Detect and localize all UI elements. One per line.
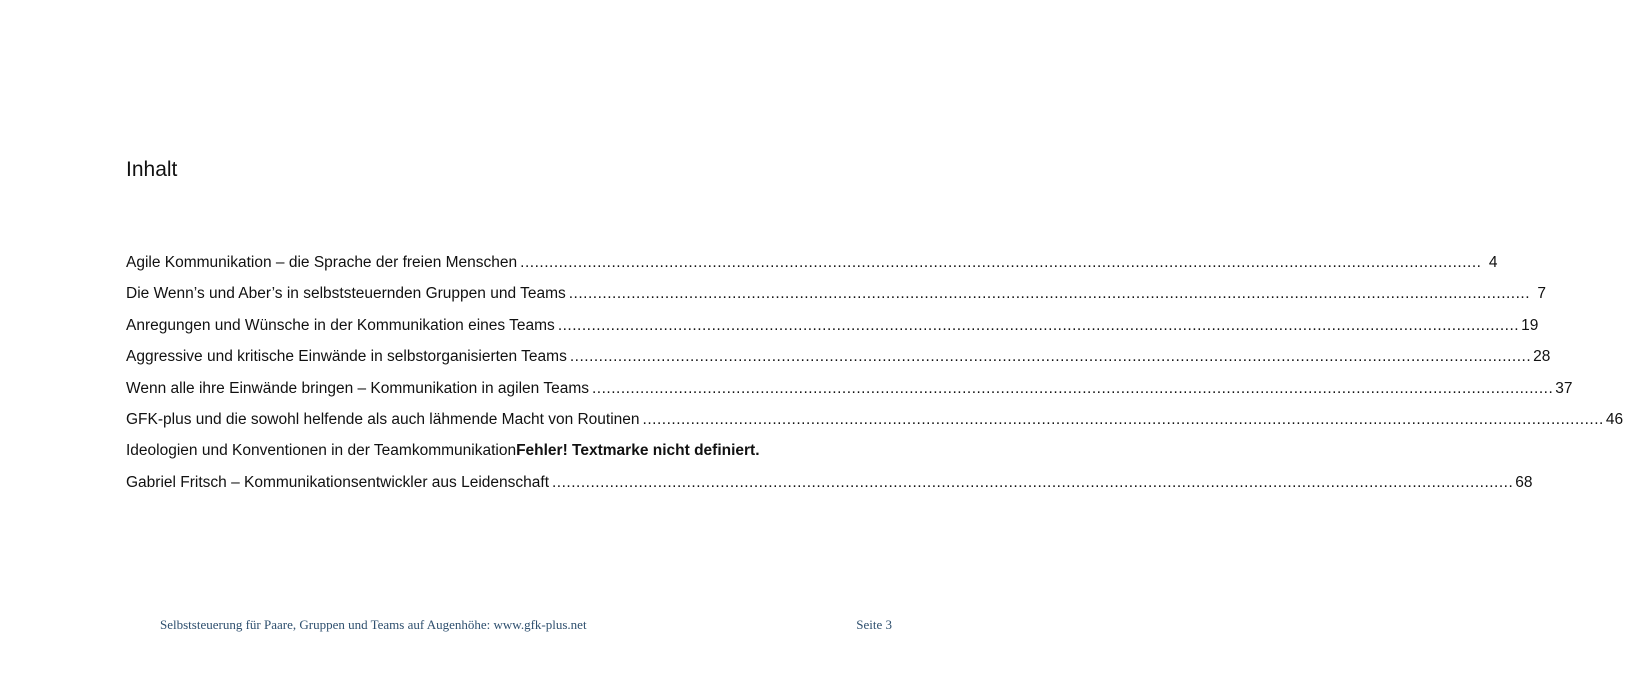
toc-entry[interactable] <box>126 316 1539 348</box>
toc-dot-leader: ........................................................................................................................................................................................................ <box>591 379 1554 397</box>
toc-dot-leader: ........................................................................................................................................................................................................ <box>642 410 1604 428</box>
toc-entry-title: Ideologien und Konventionen in der Teamkommunikation <box>126 442 517 460</box>
toc-entry[interactable] <box>126 379 1573 411</box>
toc-entry-page: 28 <box>1533 348 1551 366</box>
toc-entry-title: Gabriel Fritsch – Kommunikationsentwickler aus Leidenschaft <box>126 473 549 491</box>
toc-entry-page: 37 <box>1555 379 1573 397</box>
toc-entry-error: Fehler! Textmarke nicht definiert. <box>516 442 760 460</box>
toc-dot-leader: ........................................................................................................................................................................................................ <box>569 348 1532 366</box>
toc-entry-title: GFK-plus und die sowohl helfende als auch lähmende Macht von Routinen <box>126 410 640 428</box>
toc-dot-leader: ........................................................................................................................................................................................................ <box>520 254 1482 271</box>
toc-entry-title: Anregungen und Wünsche in der Kommunikation eines Teams <box>126 316 555 334</box>
toc-entry[interactable] <box>126 254 1498 285</box>
toc-entry[interactable] <box>126 410 1624 442</box>
toc-entry[interactable] <box>126 348 1551 379</box>
toc-entry-page: 4 <box>1488 254 1498 271</box>
footer-text: Selbststeuerung für Paare, Gruppen und Teams auf Augenhöhe: www.gfk-plus.net <box>160 617 587 632</box>
toc-dot-leader: ........................................................................................................................................................................................................ <box>557 316 1520 334</box>
toc-entry-page: 19 <box>1521 316 1539 334</box>
toc-entry-title: Die Wenn’s und Aber’s in selbststeuernden Gruppen und Teams <box>126 285 566 303</box>
toc-dot-leader: ........................................................................................................................................................................................................ <box>568 285 1531 303</box>
toc-entry-page: 46 <box>1605 410 1624 428</box>
footer-page-number: Seite 3 <box>856 617 892 632</box>
toc-entry-page: 68 <box>1515 473 1533 491</box>
toc-dot-leader: ........................................................................................................................................................................................................ <box>552 473 1514 491</box>
toc-entry[interactable] <box>126 473 1533 505</box>
toc-entry-page: 7 <box>1537 285 1547 303</box>
toc-entry[interactable] <box>126 285 1547 316</box>
table-of-contents <box>126 254 1624 505</box>
toc-entry-title: Wenn alle ihre Einwände bringen – Kommunikation in agilen Teams <box>126 379 589 397</box>
toc-entry-title: Agile Kommunikation – die Sprache der freien Menschen <box>126 254 518 271</box>
toc-heading: Inhalt <box>126 158 178 181</box>
toc-entry-title: Aggressive und kritische Einwände in selbstorganisierten Teams <box>126 348 567 366</box>
toc-entry[interactable] <box>126 442 791 473</box>
